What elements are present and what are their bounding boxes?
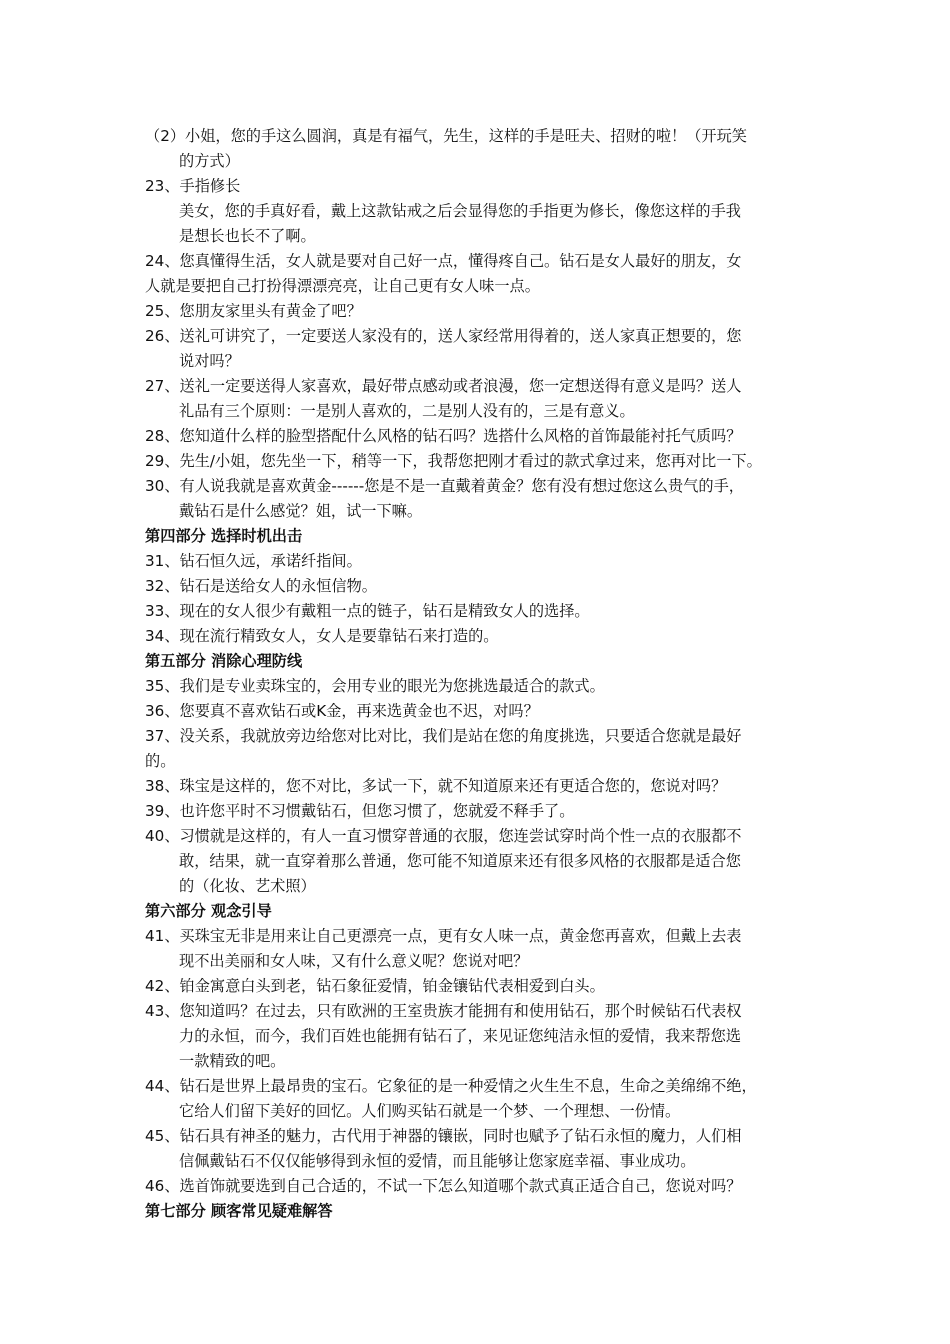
list-item	[145, 624, 813, 649]
list-item	[145, 1074, 813, 1124]
text-line	[145, 1174, 813, 1199]
list-item	[145, 249, 813, 299]
item-text: 珠宝是这样的，您不对比，多试一下，就不知道原来还有更适合您的，您说对吗？	[179, 777, 727, 795]
item-number: 45、	[145, 1127, 180, 1145]
item-number: 39、	[145, 802, 180, 820]
list-item	[145, 774, 813, 799]
item-number: 25、	[145, 302, 180, 320]
document-page	[145, 124, 813, 1224]
list-item	[145, 299, 813, 324]
item-number: 42、	[145, 977, 180, 995]
item-text: 也许您平时不习惯戴钻石，但您习惯了，您就爱不释手了。	[179, 802, 575, 820]
text-line	[145, 549, 813, 574]
item-number: 34、	[145, 627, 180, 645]
text-line	[145, 574, 813, 599]
item-text: 您要真不喜欢钻石或K金，再来选黄金也不迟，对吗？	[179, 702, 539, 720]
text-line	[145, 699, 813, 724]
text-line: 的（化妆、艺术照）	[179, 877, 316, 895]
text-line	[145, 724, 813, 749]
item-text: 送礼一定要送得人家喜欢，最好带点感动或者浪漫，您一定想送得有意义是吗？送人	[179, 377, 742, 395]
text-line	[145, 1074, 813, 1099]
intro-paragraph	[145, 124, 813, 174]
text-line	[145, 324, 813, 349]
text-line	[145, 1124, 813, 1149]
text-line: 的。	[145, 752, 176, 770]
item-text: 习惯就是这样的，有人一直习惯穿普通的衣服，您连尝试穿时尚个性一点的衣服都不	[179, 827, 742, 845]
text-line	[145, 924, 813, 949]
section-heading: 第五部分 消除心理防线	[145, 652, 303, 670]
item-number: 44、	[145, 1077, 180, 1095]
text-line	[145, 174, 813, 199]
text-line: 敢，结果，就一直穿着那么普通，您可能不知道原来还有很多风格的衣服都是适合您	[179, 852, 741, 870]
item-number: 43、	[145, 1002, 180, 1020]
text-line	[145, 974, 813, 999]
item-number: 30、	[145, 477, 180, 495]
item-number: 38、	[145, 777, 180, 795]
item-text: 钻石是送给女人的永恒信物。	[179, 577, 377, 595]
item-number: 37、	[145, 727, 180, 745]
text-line: 一款精致的吧。	[179, 1052, 286, 1070]
text-line	[145, 374, 813, 399]
item-text: 现在流行精致女人，女人是要靠钻石来打造的。	[179, 627, 499, 645]
item-number: 31、	[145, 552, 180, 570]
item-number: 33、	[145, 602, 180, 620]
list-item	[145, 924, 813, 974]
text-line	[145, 674, 813, 699]
item-number: 27、	[145, 377, 180, 395]
item-text: 没关系，我就放旁边给您对比对比，我们是站在您的角度挑选，只要适合您就是最好	[179, 727, 742, 745]
item-text: 钻石具有神圣的魅力，古代用于神器的镶嵌，同时也赋予了钻石永恒的魔力，人们相	[179, 1127, 742, 1145]
item-text: 铂金寓意白头到老，钻石象征爱情，铂金镶钻代表相爱到白头。	[179, 977, 605, 995]
text-line: 戴钻石是什么感觉？姐，试一下嘛。	[179, 502, 422, 520]
list-item	[145, 424, 813, 449]
text-line	[145, 824, 813, 849]
list-item	[145, 1124, 813, 1174]
item-number: 32、	[145, 577, 180, 595]
list-item	[145, 474, 813, 524]
item-text: 先生/小姐，您先坐一下，稍等一下，我帮您把刚才看过的款式拿过来，您再对比一下。	[179, 452, 762, 470]
item-text: 钻石恒久远，承诺纤指间。	[179, 552, 362, 570]
list-item	[145, 174, 813, 249]
text-line: 力的永恒，而今，我们百姓也能拥有钻石了，来见证您纯洁永恒的爱情，我来帮您选	[179, 1027, 741, 1045]
section-heading: 第四部分 选择时机出击	[145, 527, 303, 545]
list-item	[145, 1174, 813, 1199]
item-text: 您朋友家里头有黄金了吧？	[179, 302, 362, 320]
text-line	[145, 799, 813, 824]
item-number: 23、	[145, 177, 180, 195]
item-number: 46、	[145, 1177, 180, 1195]
item-text: 钻石是世界上最昂贵的宝石。它象征的是一种爱情之火生生不息，生命之美绵绵不绝，	[179, 1077, 757, 1095]
item-text: 您知道什么样的脸型搭配什么风格的钻石吗？选搭什么风格的首饰最能衬托气质吗？	[179, 427, 742, 445]
text-line	[145, 774, 813, 799]
text-line: （2）小姐，您的手这么圆润，真是有福气，先生，这样的手是旺夫、招财的啦！（开玩笑	[145, 127, 747, 145]
item-text: 选首饰就要选到自己合适的，不试一下怎么知道哪个款式真正适合自己，您说对吗？	[179, 1177, 742, 1195]
item-number: 29、	[145, 452, 180, 470]
text-line: 它给人们留下美好的回忆。人们购买钻石就是一个梦、一个理想、一份情。	[179, 1102, 681, 1120]
item-number: 35、	[145, 677, 180, 695]
text-line	[145, 424, 813, 449]
item-number: 36、	[145, 702, 180, 720]
list-item	[145, 599, 813, 624]
list-item	[145, 724, 813, 774]
list-item	[145, 699, 813, 724]
text-line: 美女，您的手真好看，戴上这款钻戒之后会显得您的手指更为修长，像您这样的手我	[179, 202, 741, 220]
text-line	[145, 624, 813, 649]
text-line	[145, 249, 813, 274]
text-line: 是想长也长不了啊。	[179, 227, 316, 245]
text-line: 礼品有三个原则：一是别人喜欢的，二是别人没有的，三是有意义。	[179, 402, 635, 420]
text-line: 人就是要把自己打扮得漂漂亮亮，让自己更有女人味一点。	[145, 277, 540, 295]
list-item	[145, 324, 813, 374]
item-number: 28、	[145, 427, 180, 445]
list-item	[145, 999, 813, 1074]
item-text: 送礼可讲究了，一定要送人家没有的，送人家经常用得着的，送人家真正想要的，您	[179, 327, 742, 345]
item-number: 26、	[145, 327, 180, 345]
text-line	[145, 474, 813, 499]
section-heading: 第六部分 观念引导	[145, 902, 272, 920]
text-line	[145, 299, 813, 324]
section-heading: 第七部分 顾客常见疑难解答	[145, 1202, 333, 1220]
list-item	[145, 574, 813, 599]
item-number: 40、	[145, 827, 180, 845]
text-line	[145, 999, 813, 1024]
list-item	[145, 974, 813, 999]
item-number: 41、	[145, 927, 180, 945]
item-text: 您真懂得生活，女人就是要对自己好一点，懂得疼自己。钻石是女人最好的朋友，女	[179, 252, 742, 270]
list-item	[145, 374, 813, 424]
list-item	[145, 799, 813, 824]
text-line: 的方式）	[179, 152, 240, 170]
text-line: 现不出美丽和女人味，又有什么意义呢？您说对吧？	[179, 952, 529, 970]
item-text: 我们是专业卖珠宝的，会用专业的眼光为您挑选最适合的款式。	[179, 677, 605, 695]
text-line	[145, 599, 813, 624]
text-line: 说对吗？	[179, 352, 240, 370]
item-number: 24、	[145, 252, 180, 270]
item-text: 买珠宝无非是用来让自己更漂亮一点，更有女人味一点，黄金您再喜欢，但戴上去表	[179, 927, 742, 945]
text-line	[145, 449, 813, 474]
item-text: 现在的女人很少有戴粗一点的链子，钻石是精致女人的选择。	[179, 602, 590, 620]
item-text: 您知道吗？在过去，只有欧洲的王室贵族才能拥有和使用钻石，那个时候钻石代表权	[179, 1002, 742, 1020]
item-text: 有人说我就是喜欢黄金------您是不是一直戴着黄金？您有没有想过您这么贵气的手，	[179, 477, 744, 495]
list-item	[145, 549, 813, 574]
list-item	[145, 824, 813, 899]
text-line: 信佩戴钻石不仅仅能够得到永恒的爱情，而且能够让您家庭幸福、事业成功。	[179, 1152, 696, 1170]
item-text: 手指修长	[179, 177, 241, 195]
list-item	[145, 674, 813, 699]
list-item	[145, 449, 813, 474]
